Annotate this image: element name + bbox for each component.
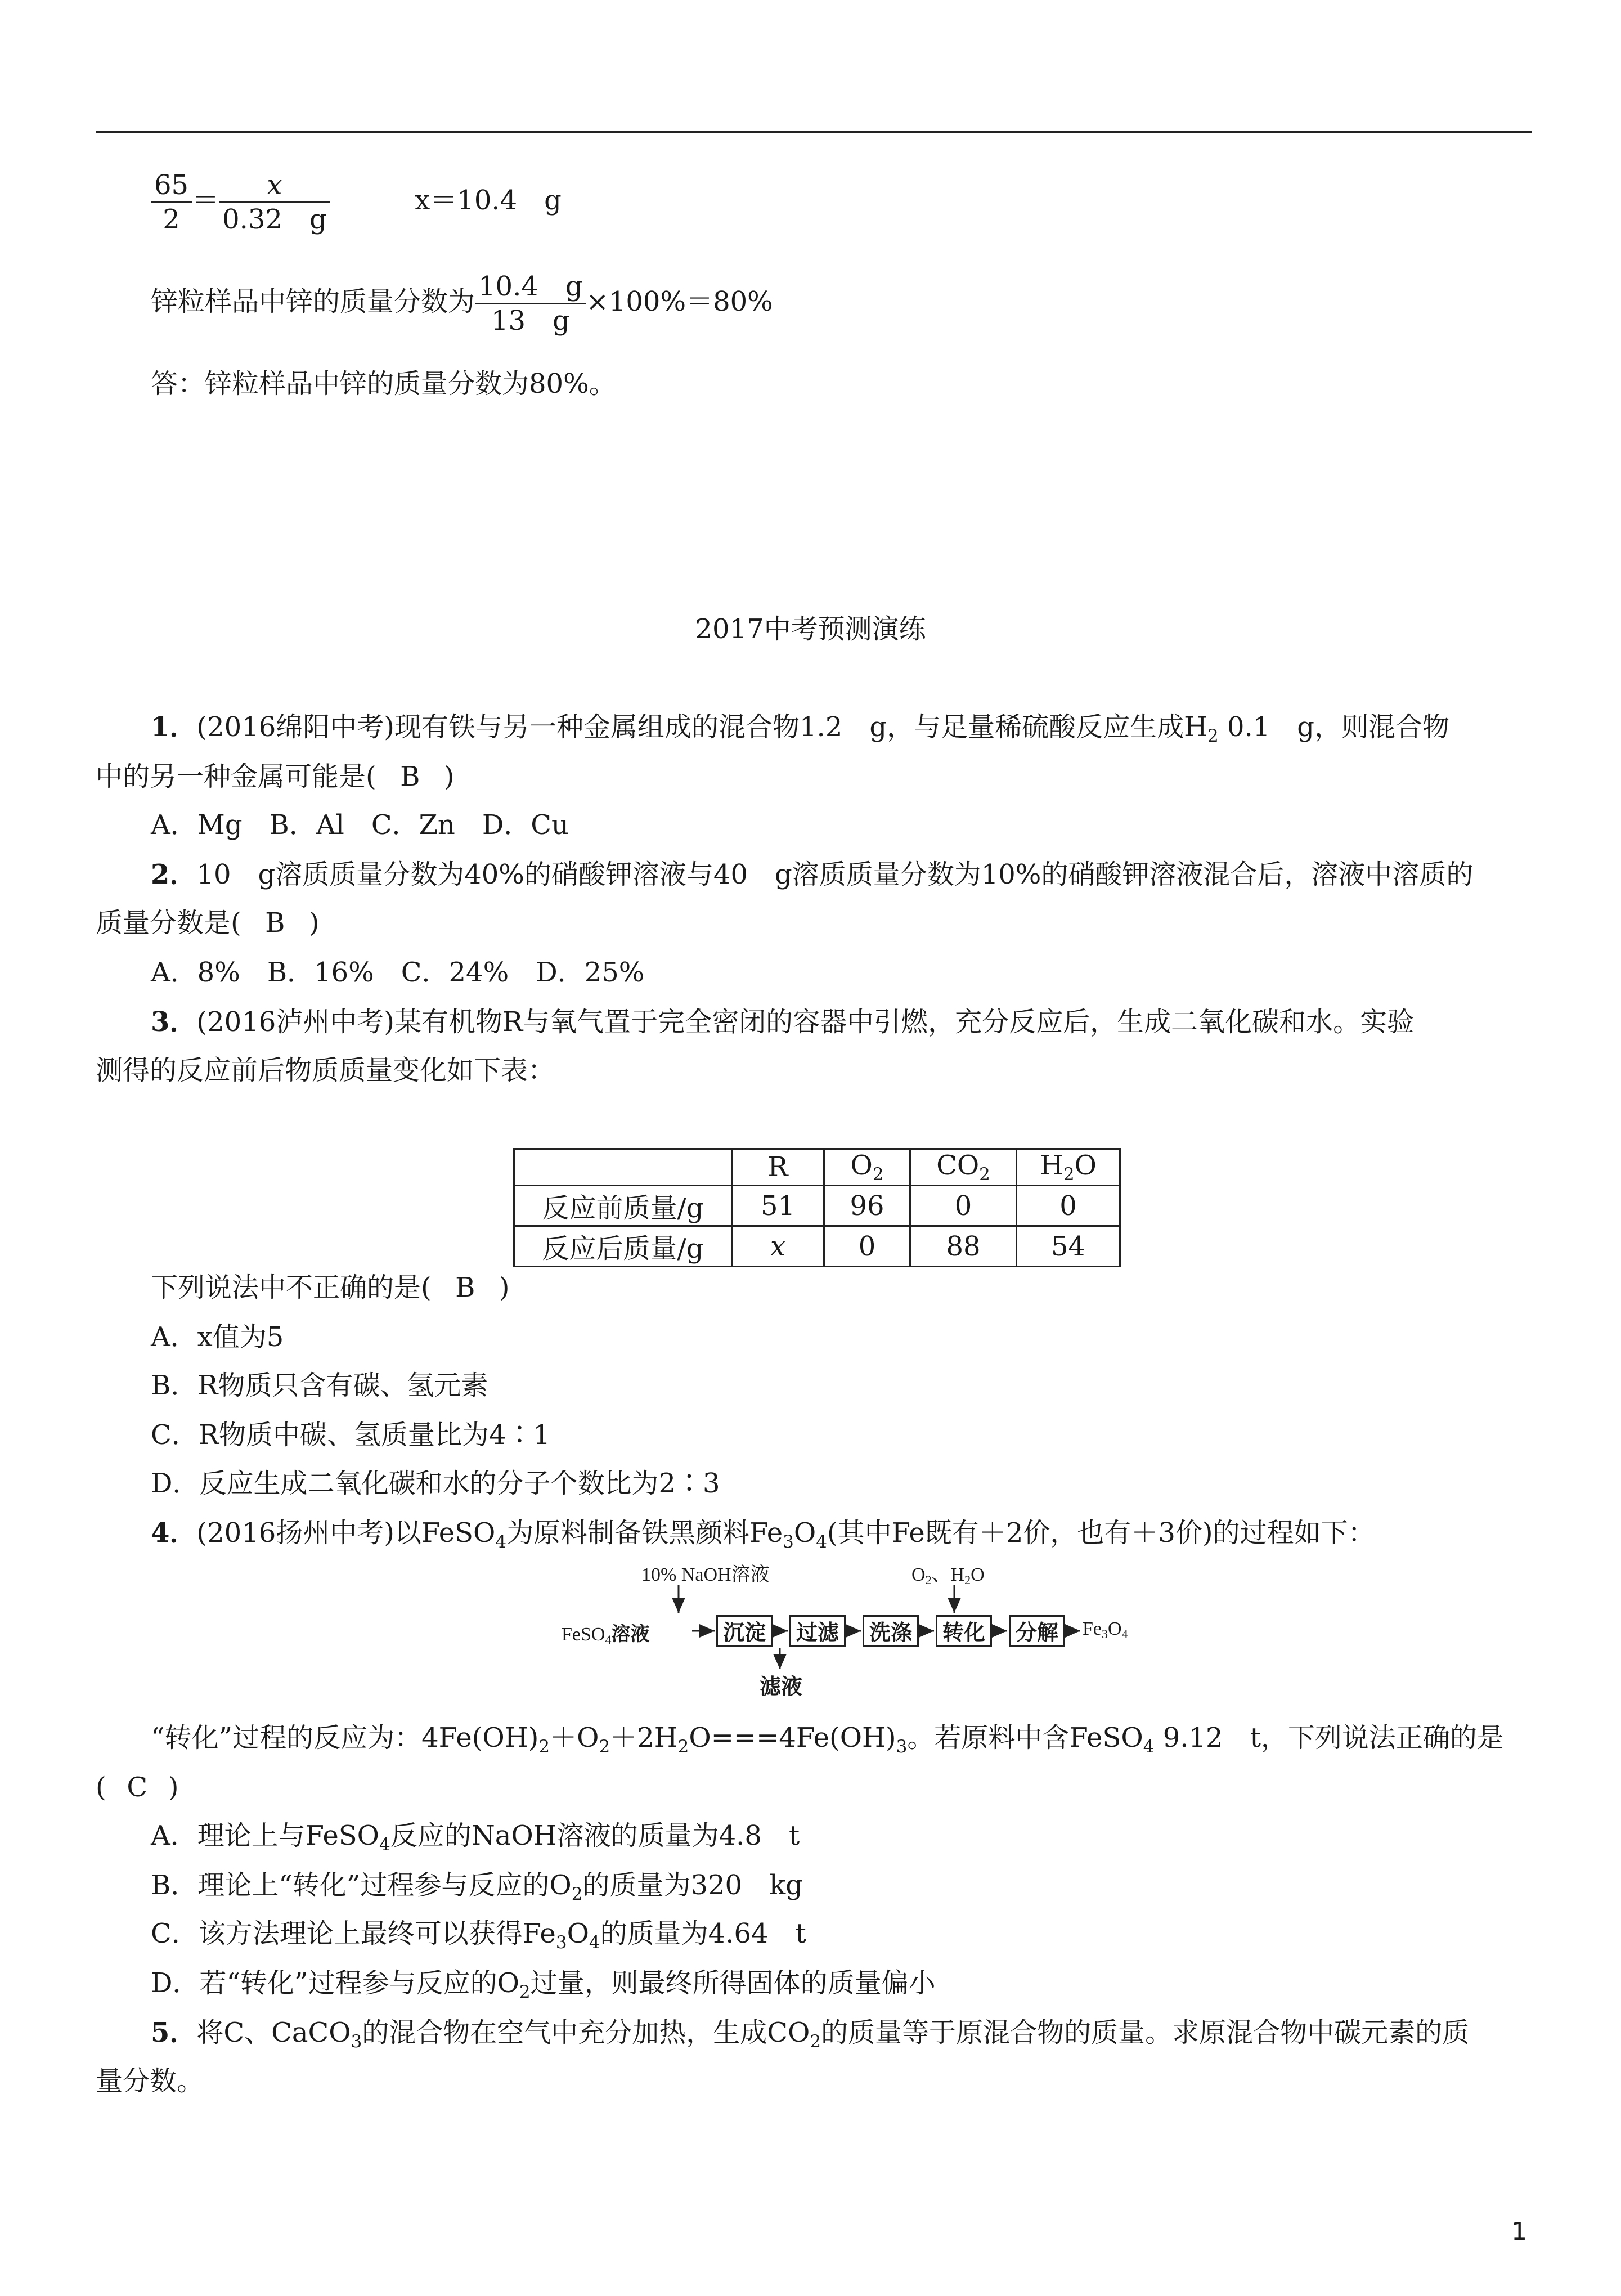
step-wash-box: 洗涤 (863, 1615, 919, 1647)
header-text: O (850, 1150, 873, 1181)
subscript: 3 (555, 1932, 567, 1953)
equation-result: x＝10.4 g (415, 185, 562, 216)
table-cell: 反应前质量/g (514, 1186, 732, 1226)
step-decompose-box: 分解 (1009, 1615, 1065, 1647)
question-text: 0.1 g，则混合物 (1218, 711, 1450, 743)
fraction-denominator: 0.32 g (219, 201, 330, 236)
question-4-answer-line (96, 1770, 178, 1804)
question-3-option-d: D．反应生成二氧化碳和水的分子个数比为2∶3 (151, 1468, 720, 1499)
label-text: O (1108, 1618, 1122, 1639)
equals-sign: ＝ (192, 185, 219, 216)
question-text: 下列说法中不正确的是( (151, 1272, 432, 1303)
step-convert-box: 转化 (936, 1615, 992, 1647)
step-filter-box: 过滤 (789, 1615, 846, 1647)
subscript: 2 (1207, 726, 1219, 746)
subscript: 2 (519, 1982, 531, 2002)
answer-choice: B (455, 1272, 475, 1303)
table-cell: 反应后质量/g (514, 1226, 732, 1267)
subscript: 2 (925, 1573, 932, 1587)
subscript: 3 (783, 1532, 794, 1552)
subscript: 2 (571, 1884, 583, 1904)
question-4-option-d (151, 1966, 936, 2009)
fraction-denominator: 2 (151, 201, 192, 236)
answer-choice: B (400, 761, 420, 792)
option-text: 的质量为320 kg (582, 1869, 803, 1901)
table-header-cell (824, 1149, 910, 1186)
table-cell: 51 (732, 1186, 824, 1226)
subscript: 3 (1102, 1627, 1108, 1641)
solution-answer: 答：锌粒样品中锌的质量分数为80%。 (151, 368, 616, 400)
start-material-label (562, 1618, 649, 1647)
question-text: (2016绵阳中考)现有铁与另一种金属组成的混合物1.2 g，与足量稀硫酸反应生成H (196, 711, 1207, 743)
table-header-cell: R (732, 1149, 824, 1186)
question-2-options: A．8% B．16% C．24% D．25% (151, 957, 645, 988)
subscript: 2 (872, 1164, 884, 1185)
question-4-option-c (151, 1917, 806, 1959)
question-text: 9.12 t，下列说法正确的是 (1154, 1722, 1504, 1754)
option-text: A．理论上与FeSO (151, 1820, 379, 1851)
subscript: 4 (589, 1932, 600, 1953)
option-text: C．该方法理论上最终可以获得Fe (151, 1918, 556, 1949)
subscript: 4 (816, 1532, 827, 1552)
subscript: 3 (896, 1737, 908, 1757)
subscript: 4 (1121, 1627, 1128, 1641)
label-text: O (971, 1564, 985, 1585)
table-cell: 0 (824, 1226, 910, 1267)
table-cell: 88 (910, 1226, 1017, 1267)
step-precipitate-box: 沉淀 (716, 1615, 773, 1647)
table-header-cell (514, 1149, 732, 1186)
table-cell: 96 (824, 1186, 910, 1226)
calc-suffix: ×100%＝80% (586, 286, 773, 317)
label-text: Fe (1083, 1618, 1102, 1639)
question-2-line2 (96, 906, 319, 940)
table-cell: x (732, 1226, 824, 1267)
fraction-numerator: 10.4 g (478, 271, 583, 302)
question-5-line2: 量分数。 (96, 2065, 204, 2097)
end-product-label (1083, 1618, 1128, 1642)
subscript: 2 (810, 2032, 821, 2052)
question-number: 2． (151, 859, 197, 890)
question-text: O===4Fe(OH) (689, 1722, 896, 1754)
calc-prefix: 锌粒样品中锌的质量分数为 (151, 286, 475, 317)
question-4-reaction (151, 1721, 1504, 1764)
question-number: 3． (151, 1006, 197, 1038)
question-text: (2016扬州中考)以FeSO (196, 1517, 496, 1549)
question-number: 1． (151, 711, 197, 743)
header-text: O (1074, 1150, 1097, 1181)
question-3-option-a: A．x值为5 (151, 1321, 284, 1353)
ratio-equation (151, 169, 562, 236)
question-text: ＋2H (610, 1722, 678, 1754)
label-text: FeSO (562, 1624, 605, 1645)
question-5-line1 (151, 2016, 1469, 2059)
table-header-cell (910, 1149, 1017, 1186)
option-text: 反应的NaOH溶液的质量为4.8 t (390, 1820, 800, 1851)
question-text: 的混合物在空气中充分加热，生成CO (362, 2017, 810, 2048)
subscript: 3 (351, 2032, 362, 2052)
fraction-numerator: 65 (154, 169, 189, 201)
label-text: 溶液 (611, 1624, 650, 1645)
table-header-cell (1017, 1149, 1120, 1186)
question-1-options: A．Mg B．Al C．Zn D．Cu (151, 809, 569, 841)
mass-fraction-calc (151, 270, 773, 337)
page-number: 1 (1511, 2217, 1527, 2246)
option-text: D．若“转化”过程参与反应的O (151, 1967, 519, 1999)
table-header-row (514, 1149, 1120, 1186)
fraction-left (151, 169, 192, 236)
question-text: 中的另一种金属可能是( (96, 761, 376, 792)
question-text: 10 g溶质质量分数为40%的硝酸钾溶液与40 g溶质质量分数为10%的硝酸钾溶液混合后，溶液中溶质的 (196, 859, 1474, 890)
question-text: 的质量等于原混合物的质量。求原混合物中碳元素的质 (821, 2017, 1470, 2048)
table-row (514, 1186, 1120, 1226)
question-text: 质量分数是( (96, 907, 241, 939)
calc-fraction (475, 270, 586, 337)
table-row (514, 1226, 1120, 1267)
question-number: 4． (151, 1517, 197, 1549)
question-4-line1 (151, 1516, 1375, 1559)
reagent-naoh-label: 10% NaOH溶液 (641, 1564, 770, 1585)
fraction-denominator: 13 g (475, 303, 586, 337)
label-text: 、H (931, 1564, 965, 1585)
question-3-option-b: B．R物质只含有碳、氢元素 (151, 1370, 488, 1401)
question-text: ＋O (550, 1722, 599, 1754)
question-text: “转化”过程的反应为：4Fe(OH) (151, 1722, 539, 1754)
question-text: 将C、CaCO (196, 2017, 351, 2048)
question-1-line1 (151, 710, 1449, 753)
process-flow-diagram (562, 1559, 1141, 1699)
question-3-line1 (151, 1005, 1414, 1039)
question-text: (其中Fe既有＋2价，也有＋3价)的过程如下： (827, 1517, 1375, 1549)
subscript: 2 (964, 1573, 971, 1587)
question-number: 5． (151, 2017, 197, 2048)
subscript: 4 (495, 1532, 507, 1552)
option-text: 的质量为4.64 t (600, 1918, 806, 1949)
subscript: 4 (1143, 1737, 1155, 1757)
option-text: 过量，则最终所得固体的质量偏小 (530, 1967, 936, 1999)
question-3-option-c: C．R物质中碳、氢质量比为4∶1 (151, 1419, 550, 1451)
question-text: 为原料制备铁黑颜料Fe (506, 1517, 783, 1549)
filtrate-label: 滤液 (760, 1675, 803, 1699)
header-text: CO (936, 1150, 980, 1181)
table-cell: 0 (910, 1186, 1017, 1226)
subscript: 2 (1063, 1164, 1075, 1185)
subscript: 4 (379, 1835, 390, 1855)
question-3-line2: 测得的反应前后物质质量变化如下表： (96, 1055, 555, 1086)
question-text: 。若原料中含FeSO (907, 1722, 1143, 1754)
mass-change-table (513, 1148, 1121, 1267)
close-paren: ) (443, 761, 455, 792)
subscript: 2 (677, 1737, 689, 1757)
fraction-numerator: x (267, 169, 282, 201)
header-text: H (1040, 1150, 1063, 1181)
table-cell: 54 (1017, 1226, 1120, 1267)
question-text: O (793, 1517, 816, 1549)
answer-choice: C (127, 1772, 148, 1803)
close-paren: ) (308, 907, 320, 939)
subscript: 4 (605, 1633, 612, 1647)
option-text: B．理论上“转化”过程参与反应的O (151, 1869, 572, 1901)
reagent-o2-h2o-label (911, 1559, 985, 1588)
header-rule (96, 131, 1532, 133)
question-2-line1 (151, 858, 1473, 891)
close-paren: ) (168, 1772, 179, 1803)
close-paren: ) (499, 1272, 510, 1303)
fraction-right (219, 169, 330, 236)
section-title: 2017中考预测演练 (695, 613, 926, 645)
subscript: 2 (599, 1737, 610, 1757)
open-paren: ( (96, 1772, 106, 1803)
subscript: 2 (979, 1164, 990, 1185)
question-4-option-b (151, 1868, 803, 1911)
label-text: O (911, 1564, 926, 1585)
question-text: (2016泸州中考)某有机物R与氧气置于完全密闭的容器中引燃，充分反应后，生成二氧化碳和水。实验 (196, 1006, 1415, 1038)
answer-choice: B (265, 907, 285, 939)
question-1-line2 (96, 760, 454, 793)
option-text: O (567, 1918, 589, 1949)
table-cell: 0 (1017, 1186, 1120, 1226)
question-3-prompt (151, 1271, 509, 1304)
question-4-option-a (151, 1819, 800, 1862)
subscript: 2 (538, 1737, 550, 1757)
